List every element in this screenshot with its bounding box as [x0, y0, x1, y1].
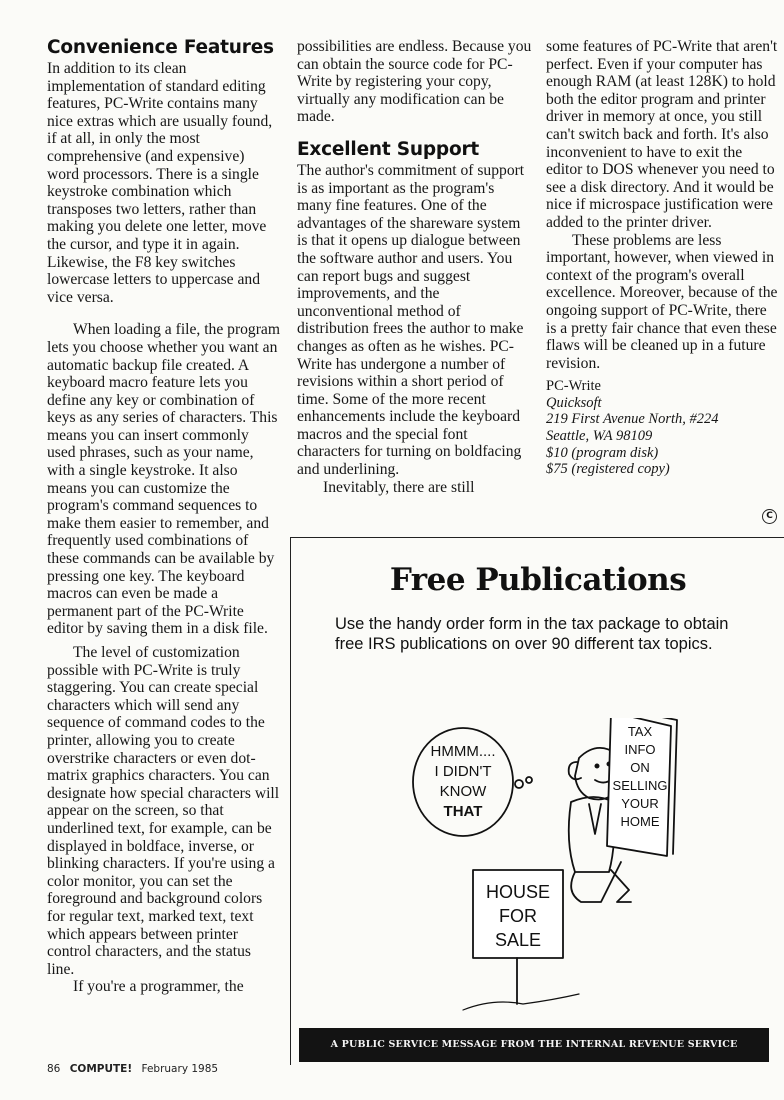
end-of-article-mark: C — [762, 509, 777, 524]
paragraph: If you're a programmer, the — [73, 978, 244, 996]
paragraph: In addition to its clean implementation of standard editing features, PC-Write contains many nice extras which are usually found, if at all, in only the most comprehensive (and expensive) word processors. There is a single keystroke combination which transposes two letters, rather than making you delete one letter, move the cursor, and type it in again. Likewise, the F8 key switches lowercase letters to uppercase and vice versa. — [47, 60, 273, 306]
paragraph: The level of customization possible with PC-Write is truly staggering. You can create special characters which will send any sequence of command codes to the printer, allowing you to create overstrike characters or even dot-matrix graphics characters. You can designate how special characters will appear on the screen, so that underlined text, for example, can be displayed in boldface, inverse, or blinking characters. If you're using a color monitor, you can set the foreground and background colors for regular text, marked text, text which appears between printer control characters, and the status line. — [47, 644, 280, 978]
price-registered: $75 (registered copy) — [546, 461, 670, 478]
book-line: SELLING — [612, 778, 668, 793]
paragraph: Inevitably, there are still — [323, 478, 475, 496]
bubble-line: THAT — [443, 803, 483, 820]
page-footer — [47, 1063, 218, 1075]
company-name: Quicksoft — [546, 394, 602, 411]
issue-date: February 1985 — [141, 1063, 219, 1075]
article-column-3 — [546, 38, 778, 478]
paragraph: The author's commitment of support is as important as the program's many fine features. One of the advantages of the shareware system is that it opens up dialogue between the software author and users. You can report bugs and suggest improvements, and the unconventional method of distribution frees the author to make changes as often as he wishes. PC-Write has undergone a number of revisions within a short period of time. Some of the more recent enhancements include the keyboard macros and the special font characters for turning on boldfacing and underlining. — [297, 161, 525, 479]
product-name: PC-Write — [546, 378, 601, 395]
paragraph: These problems are less important, however, when viewed in context of the program's overall excellence. Moreover, because of the ongoing support of PC-Write, there is a pretty fair chance that even these flaws will be cleaned up in a future revision. — [546, 231, 778, 372]
page-number: 86 — [47, 1063, 61, 1075]
irs-public-service-bar: A PUBLIC SERVICE MESSAGE FROM THE INTERNAL REVENUE SERVICE — [299, 1028, 769, 1062]
paragraph: When loading a file, the program lets you choose whether you want an automatic backup file created. A keyboard macro feature lets you define any key or combination of keys as any series of characters. This means you can insert commonly used phrases, such as your name, with a single keystroke. It also means you can customize the program's command sequences to make them easier to remember, and frequently used combinations of these commands can be available by pressing one key. The keyboard macros can even be made a permanent part of the PC-Write editor by saving them in a disk file. — [47, 321, 280, 638]
irs-advertisement — [290, 537, 784, 1065]
magazine-name: COMPUTE! — [69, 1063, 133, 1075]
company-street: 219 First Avenue North, #224 — [546, 411, 719, 428]
sign-line: HOUSE — [485, 882, 551, 902]
bubble-line: I DIDN'T — [434, 763, 492, 780]
price-disk: $10 (program disk) — [546, 444, 659, 461]
paragraph: possibilities are endless. Because you can obtain the source code for PC-Write by registering your copy, virtually any modification can be made. — [297, 38, 532, 126]
book-line: TAX — [627, 724, 653, 739]
bubble-line: HMMM.... — [430, 743, 496, 760]
book-line: ON — [630, 760, 650, 775]
article-column-2 — [297, 38, 532, 496]
book-line: YOUR — [621, 796, 659, 811]
ad-title: Free Publications — [389, 562, 687, 598]
sign-line: FOR — [499, 906, 537, 926]
ad-body-text: Use the handy order form in the tax package to obtain free IRS publications on over 90 different tax topics. — [335, 615, 729, 653]
book-line: HOME — [620, 814, 660, 829]
book-line: INFO — [624, 742, 656, 757]
paragraph: some features of PC-Write that aren't perfect. Even if your computer has enough RAM (at least 128K) to hold both the editor program and printer driver in memory at once, you still can't switch back and forth. It's also inconvenient to have to exit the editor to DOS whenever you need to see a disk directory. And it would be nice if microspace justification were added to the printer driver. — [546, 38, 778, 231]
section-heading-support: Excellent Support — [297, 138, 480, 160]
company-city: Seattle, WA 98109 — [546, 428, 653, 445]
sign-line: SALE — [494, 930, 542, 950]
article-column-1 — [47, 38, 280, 996]
section-heading-convenience: Convenience Features — [47, 37, 274, 58]
cartoon-illustration — [411, 718, 691, 1018]
bubble-line: KNOW — [439, 783, 487, 800]
product-info — [546, 378, 778, 478]
